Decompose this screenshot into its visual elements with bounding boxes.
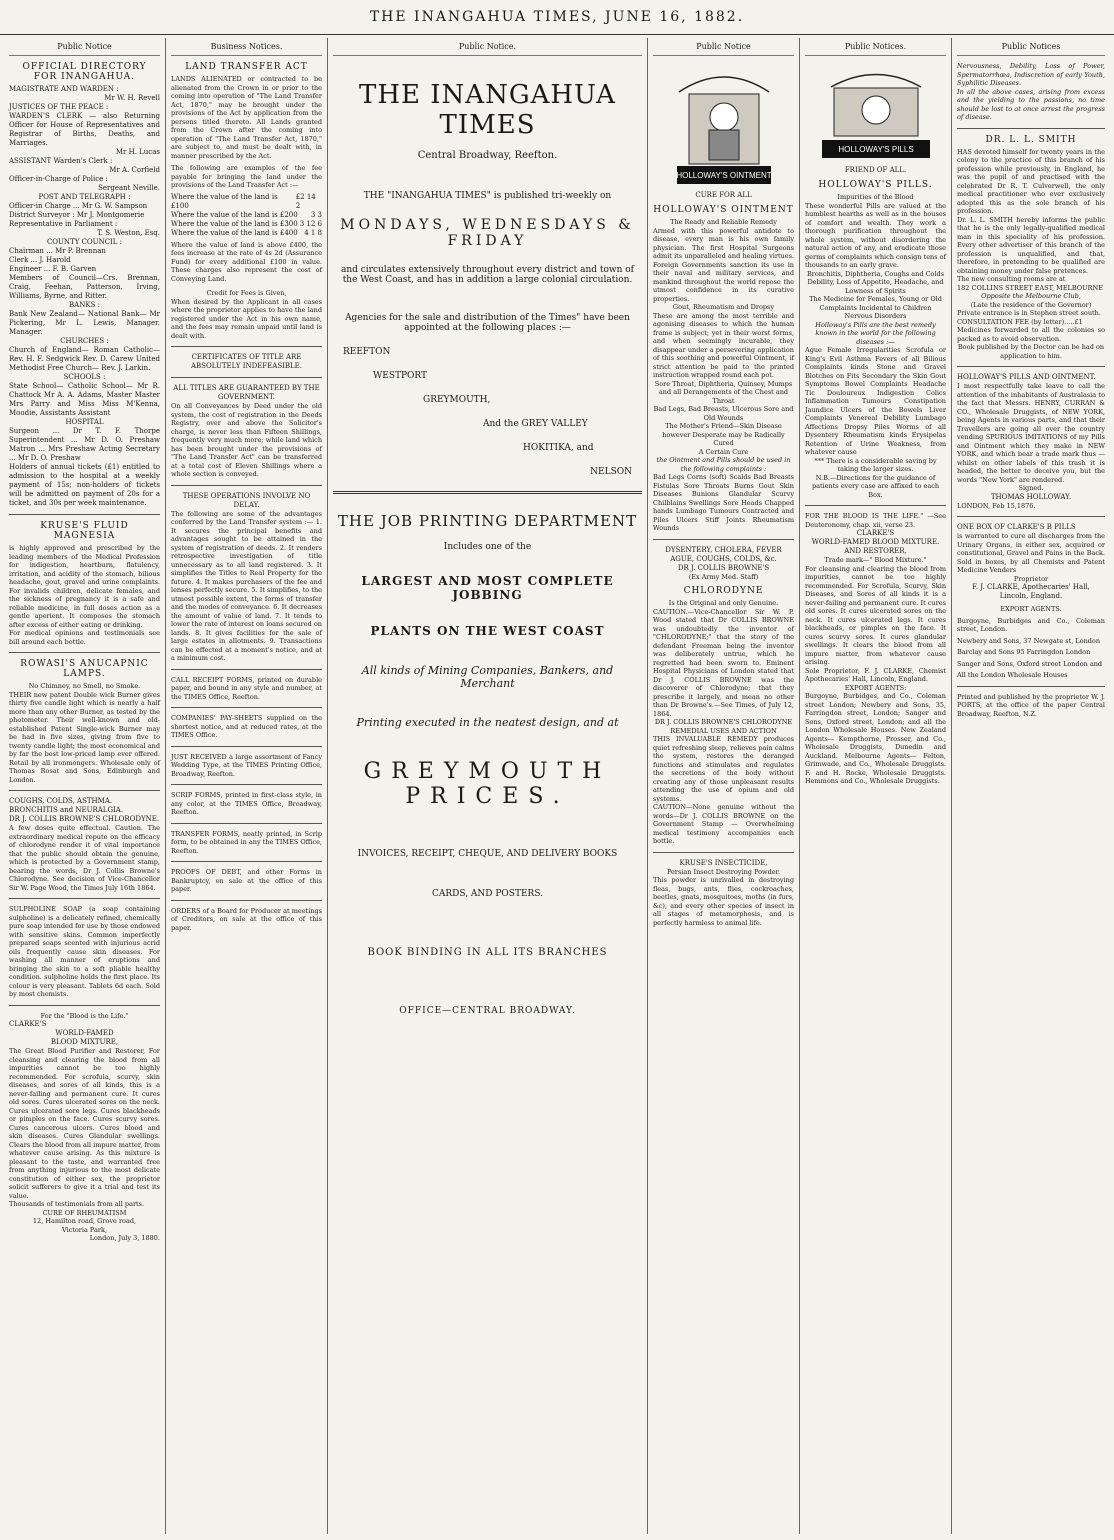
pills-ailments: Ague Female Irregularities Scrofula or King's Evil Asthma Fevers of all Bilious Complaints kinds Stone and Gravel Blotches on Fits Secondary the Skin Gout Symptoms Bowel Complaints Headache Tic Douloureux Indigestion Colics Inflammation Tumours Constipation Jaundice Ulcers of the Bowels Liver Complaints Venereal Debility Lumbago Affections Dropsy Piles Worms of all Dysentery Rheumatism kinds Erysipelas Retention of Urine Weakness, from whatever cause — [805, 346, 946, 456]
divider — [171, 669, 322, 670]
blood-text: The Great Blood Purifier and Restorer, For cleansing and clearing the blood from all impurities cannot be too highly recommended. For scrofula, scurvy, skin diseases, and sores of all kinds, this is a never-failing and permanent cure. It cures old sores. Cures ulcerated sores on the neck. Cures ulcerated sore legs. Cures blackheads or pimples on the face. Cures scurvy sores. Cures cancerous ulcers. Cures blood and skin diseases. Cures Glandular swellings. Clears the blood from all impure matter, from whatever cause arising. As this mixture is pleasant to the taste, and warranted free from anything injurious to the most delicate constitution of either sex, the proprietor solicit sufferers to give it a trial and test its value. — [9, 1047, 160, 1200]
sole-proprietor: Sole Proprietor, F. J. CLARKE, Chemist Apothecaries' Hall, Lincoln, England. — [805, 666, 946, 683]
column-header: Public Notice. — [333, 38, 642, 56]
receipt-ad: CALL RECEIPT FORMS, printed on durable paper, and bound in any style and number, at the TIMES Office, Reefton. — [171, 675, 322, 701]
divider — [171, 784, 322, 785]
schools-label: SCHOOLS : — [63, 373, 106, 381]
justices-label: JUSTICES OF THE PEACE : — [9, 103, 109, 111]
fee-label: Where the value of the land is £200 — [171, 210, 298, 219]
school-line: State School— Catholic School— Mr R. Chattock Mr A. A. Adams, Master Master Mrs Parry and Miss Miss M'Kenna, Moodie, Assistants Assistant — [9, 382, 160, 417]
place-item: WESTPORT — [373, 371, 428, 381]
pills-title: HOLLOWAY'S PILLS. — [818, 180, 933, 190]
fee-label: Where the value of the land is £300 — [171, 219, 298, 228]
magistrate-label: MAGISTRATE AND WARDEN : — [9, 85, 119, 93]
hospital-line: Surgeon ... Dr T. F. Thorpe Superintendent ... Mr D. O. Preshaw Matron ... Mrs Preshaw Acting Secretary ... Mr D. O. Preshaw — [9, 427, 160, 462]
ointment-title: HOLLOWAY'S OINTMENT — [653, 205, 794, 215]
divider — [805, 505, 946, 506]
kruse-title: KRUSE'S FLUID MAGNESIA — [40, 521, 129, 541]
dr-text: HAS devoted himself for twenty years in the colony to the practice of this branch of his profession while previously, in England, he was the pupil of and practised with the celebrated Dr R. T. Culverwell, the only medical practitioner who ever exclusively adopted this as the sole branch of his profession. — [957, 147, 1105, 215]
kruse-note: For medical opinions and testimonials see bill around each bottle. — [9, 629, 160, 646]
blood-mixture: BLOOD MIXTURE, — [50, 1038, 119, 1046]
warden-clerk: WARDEN'S CLERK — also Returning Officer for House of Representatives and Registrar of Births, Deaths, and Marriages. — [9, 112, 160, 147]
engineer: Engineer ... F. B. Garven — [9, 265, 97, 273]
bronchitis-title: BRONCHITIS and NEURALGIA. — [9, 806, 124, 814]
parliament-name: T. S. Weston, Esq. — [97, 229, 160, 237]
titles-text: On all Conveyances by Deed under the old system, the cost of registration in the Deeds Registry, over and above the Solicitor's charge, is never less than Fifteen Shillings, frequently very much more; while land which has been brought under the provisions of "The Land Transfer Act" can be transferred at a total cost of Eleven Shillings where a whole section is conveyed. — [171, 402, 322, 478]
collis-text: CAUTION.—Vice-Chancellor Sir W. P. Wood stated that Dr COLLIS BROWNE was undoubtedly the inventor of "CHLORODYNE;" that the story of the defendant Freeman being the inventor was deliberately untrue, which he regretted had been sworn to. Eminent Hospital Physicians of London stated that Dr J. COLLIS BROWNE was the discoverer of Chlorodyne; that they prescribe it largely, and mean no other than Dr Browne's.—See Times, of July 12, 1864. — [653, 607, 794, 718]
browne-text: A few doses quite effectual. Caution. The extraordinary medical repute on the efficacy of chlorodyne render it of vital importance that the public should obtain the genuine, which is protected by a Government stamp, bearing the words, Dr J. Collis Browne's Chlorodyne. See decision of Vice-Chancellor Sir W. Page Wood, the Times July 16th 1864. — [9, 824, 160, 892]
caution-text: CAUTION—None genuine without the words—Dr J. COLLIS BROWNE on the Government Stamp — Overwhelming medical testimony accompanies each bottle. — [653, 803, 794, 845]
divider — [9, 514, 160, 515]
divider — [171, 346, 322, 347]
gout-heading: Gout, Rheumatism and Dropsy — [672, 303, 775, 311]
fee-row — [171, 220, 322, 229]
browne-title: DR J. COLLIS BROWNE'S CHLORODYNE. — [9, 815, 160, 823]
sore-throat-heading: Sore Throat, Diphtheria, Quinsey, Mumps and all Derangements of the Chest and Throat — [654, 379, 793, 405]
dr-title: DR. L. L. SMITH — [985, 134, 1077, 145]
transfer-ad: TRANSFER FORMS, neatly printed, in Scrip form, to be obtained in any the TIMES Office, Reefton. — [171, 829, 322, 855]
fee-label: Where the value of the land is £100 — [171, 192, 278, 210]
export-row: Barclay and Sons 95 Farringdon London — [957, 648, 1091, 656]
divider — [9, 1005, 160, 1006]
directory-title: OFFICIAL DIRECTORY FOR INANGAHUA. — [22, 62, 147, 82]
fee-table — [171, 193, 322, 238]
fee-label: Where the value of the land is £400 — [171, 228, 298, 237]
fee-value: 4 1 8 — [304, 228, 322, 237]
trade-mark: Trade mark—" Blood Mixture." — [824, 556, 927, 564]
address-2: Opposite the Melbourne Club, — [981, 292, 1081, 300]
hospital-note: Holders of annual tickets (£1) entitled to admission to the hospital at a weekly payment of 15s; non-holders of tickets will be admitted on payment of 20s for a ticket, and 30s per week maintenance. — [9, 463, 160, 507]
for-blood: FOR THE BLOOD IS THE LIFE." —See Deuteronomy, chap. xii, verse 23. — [805, 512, 946, 529]
column-header: Business Notices. — [171, 38, 322, 56]
fees-text: The following are examples of the fee payable for bringing the land under the provisions of the Land Transfer Act :— — [171, 164, 322, 189]
mother-heading: The Mother's Friend—Skin Disease however Desperate may be Radically Cured — [662, 422, 785, 447]
insecticide-title: KRUSE'S INSECTICIDE, — [679, 858, 768, 867]
export-row: Sanger and Sons, Oxford street London and — [957, 659, 1103, 668]
box-title: ONE BOX OF CLARKE'S B PILLS — [957, 523, 1076, 531]
world-famed-title: WORLD-FAMED BLOOD MIXTURE. — [811, 538, 940, 546]
column-center — [328, 38, 648, 1534]
column-header: Public Notice — [653, 38, 794, 56]
fee-row — [171, 211, 322, 220]
divider — [171, 861, 322, 862]
cure-addr: 12, Hamilton road, Grove road, — [32, 1217, 137, 1225]
divider — [9, 790, 160, 791]
export-row: Newbery and Sons, 37 Newgate st, London — [957, 636, 1101, 645]
holloway-date: LONDON, Feb 15,1876. — [957, 501, 1036, 510]
ointment-list-heading: the Ointment and Pills should be used in the following complaints : — [656, 456, 791, 473]
proofs-ad: PROOFS OF DEBT, and other Forms in Bankruptcy, on sale at the office of this paper. — [171, 868, 322, 893]
county-label: COUNTY COUNCIL : — [46, 238, 123, 246]
asst-warden: ASSISTANT Warden's Clerk : — [9, 157, 113, 165]
companies-ad: COMPANIES' PAY-SHEETS supplied on the shortest notice, and at reduced rates, at the TIMES Office. — [171, 714, 322, 739]
cure-all: CURE FOR ALL — [695, 191, 752, 199]
coughs-title: COUGHS, COLDS, ASTHMA. — [9, 797, 113, 805]
pills-list-heading: Holloway's Pills are the best remedy known in the world for the following diseases :— — [815, 320, 936, 346]
place-item: HOKITIKA, and — [523, 443, 594, 453]
place-item: REEFTON — [343, 347, 391, 357]
intro-line: In all the above cases, arising from excess and the yielding to the passions, no time should be lost to at once arrest the progress of disease. — [957, 87, 1105, 121]
invaluable-text: THIS INVALUABLE REMEDY produces quiet refreshing sleep, relieves pain calms the system, restores the deranged functions and stimulates and regulates the secretions of the body without creating any of those unpleasant results attending the use of opium and old systems. — [653, 735, 794, 803]
note1: *** There is a considerable saving by taking the larger sizes. — [814, 456, 937, 473]
divider — [171, 900, 322, 901]
certain-heading: A Certain Cure — [698, 447, 749, 456]
clerk: Clerk ... J. Harold — [9, 256, 71, 264]
ops-text: The following are some of the advantages conferred by the Land Transfer system :— 1. It secures the principal benefits and advantages sought to be attained in the system of registration of deeds. 2. It renders retrospective investigation of title unnecessary as to all land registered. 3. It simplifies the Titles to Real Property for the future. 4. It makes purchasers of the fee and lenses perfectly secure. 5. It simplifies, to the utmost possible extent, the forms of transfer and the modes of conveyance. 6. It decreases the amount of value of land. 7. It tends to lower the rate of interest on loans secured on lands. 8. It gives facilities for the sale of large estates in allotments. 9. Transactions can be effected at a moment's notice, and at a minimum cost. — [171, 509, 322, 662]
received-ad: JUST RECEIVED a large assortment of Fancy Wedding Type, at the TIMES Printing Office, Broadway, Reefton. — [171, 752, 322, 778]
ready-remedy: The Ready and Reliable Remedy — [670, 218, 777, 226]
invoices-line: INVOICES, RECEIPT, CHEQUE, AND DELIVERY BOOKS — [357, 849, 618, 859]
column-header: Public Notice — [9, 38, 160, 56]
printing-line: Printing executed in the neatest design, and at — [356, 716, 619, 729]
column-1 — [4, 38, 166, 1534]
bad-legs-heading: Bad Legs, Bad Breasts, Ulcerous Sore and Old Wounds — [653, 405, 794, 422]
divider — [957, 516, 1105, 517]
pills-text: These wonderful Pills are valued at the humblest hearths as well as in the houses of comfort and wealth. They work a thorough purification throughout the whole system, without disordering the natural action of any, and eradicate those germs of complaints which consign tens of thousands to an early grave. — [805, 201, 946, 269]
kruse-text: is highly approved and prescribed by the leading members of the Medical Profession for indigestion, heartburn, flatulency, irritation, and acidity of the stomach, bilious headache, gout, gravel and urine complaints. For invalids children, delicate females, and the sickness of pregnancy it is a safe and reliable medicine, in full doses action as a gentle aperient. It composes the stomach after excess of either eating or drinking. — [9, 544, 160, 629]
divider — [653, 539, 794, 540]
divider — [171, 377, 322, 378]
ointment-label: HOLLOWAY'S OINTMENT — [675, 171, 772, 180]
ex-army: (Ex Army Med. Staff) — [688, 572, 759, 581]
column-2 — [166, 38, 328, 1534]
scrip-ad: SCRIP FORMS, printed in first-class style, in any color, at the TIMES Office, Broadway, Reefton. — [171, 791, 322, 816]
blood-testimonials: Thousands of testimonials from all parts. — [9, 1200, 145, 1208]
holloway-text: I most respectfully take leave to call the attention of the inhabitants of Australasia to the fact that Messrs. HENRY, CURRAN & CO., Wholesale Druggists, of NEW YORK, being Agents in various parts, and that their Travellers are going all over the country vending SPURIOUS IMITATIONS of my Pills and Ointment which they make in NEW YORK, and which bear a trade mark thus — whilst on other labels of this trash it is headed, the better to deceive you, but the words "New York" are rendered. — [957, 382, 1105, 484]
days-line: MONDAYS, WEDNESDAYS & FRIDAY — [340, 217, 635, 249]
job-title: THE JOB PRINTING DEPARTMENT — [337, 512, 638, 530]
mining-line: All kinds of Mining Companies, Bankers, and Merchant — [361, 664, 614, 690]
clarke-text: For cleansing and clearing the blood from impurities, cannot be too highly recommended. For Scrofula, Scurvy, Skin Diseases, and Sores of all kinds it is a never-failing and permanent cure. It cures old sores. It cures ulcerated sores on the neck. It cures ulcerated legs. It cures blackheads, or pimples on the face. It cures scurvy sores. It cures glandular swellings. It clears the blood from all impure matter, from whatever cause arising. — [805, 564, 946, 666]
lincoln: Lincoln, England. — [999, 592, 1063, 600]
binding-line: BOOK BINDING IN ALL ITS BRANCHES — [367, 947, 608, 958]
plants-line: PLANTS ON THE WEST COAST — [370, 624, 605, 638]
fee-value: £2 14 2 — [295, 192, 316, 210]
holloway-title: HOLLOWAY'S PILLS AND OINTMENT. — [957, 373, 1096, 381]
nervousness-line: Nervousness, Debility, Loss of Power, Spermatorrhœa, Indiscretion of early Youth, Syphilitic Diseases. — [957, 62, 1105, 87]
times-address: Central Broadway, Reefton. — [417, 150, 558, 161]
divider — [171, 746, 322, 747]
holloway-ointment-engraving — [669, 62, 779, 187]
times-title: THE INANGAHUA TIMES — [359, 80, 616, 140]
fj-clarke: F. J. CLARKE, Apothecaries' Hall, — [972, 583, 1090, 591]
imprint: Printed and published by the proprietor W. J. PORTS, at the office of the paper Central Broadway, Reefton, N.Z. — [957, 692, 1105, 718]
assurance-text: Where the value of land is above £400, the fees increase at the rate of 4s 2d (Assurance Fund) for every additional £100 in value. These charges also represent the cost of Conveying Land. — [171, 240, 322, 283]
divider — [171, 485, 322, 486]
greymouth-prices: GREYMOUTH PRICES. — [363, 759, 612, 809]
fee-value: 3 12 6 — [299, 219, 322, 228]
chairman: Chairman ... Mr P. Brennan — [9, 247, 106, 255]
export-text: Burgoyne, Burbidges, and Co., Coleman street London; Newbery and Sons, 35, Farringdon street, London; Sanger and Sons, Oxford street, London; and all the London Wholesale Houses. New Zealand Agents— Kempthorne, Prosser, and Co., Wholesale Druggists, Dunedin and Auckland. Melbourne Agents— Felton, Grimwade, and Co., Wholesale Druggists. F. and H. Rocke, Wholesale Druggists. Hemmons and Co., Wholesale Druggists. — [805, 692, 946, 785]
land-text: LANDS ALIENATED or contracted to be alienated from the Crown in or prior to the coming into operation of "The Land Transfer Act, 1870," may be brought under the provisions of the Act by application from the persons titled thereto. All Lands granted from the Crown after the coming into operation of "The Land Transfer Act, 1870," are subject to, and must be dealt with, in manner prescribed by the Act. — [171, 75, 322, 160]
posttele: POST AND TELEGRAPH : — [38, 193, 131, 201]
address-3: (Late the residence of the Governor) — [970, 300, 1092, 309]
hospital-label: HOSPITAL — [65, 418, 104, 426]
parliament: Representative in Parliament : — [9, 220, 118, 228]
export-agents-heading: EXPORT AGENTS. — [1000, 605, 1062, 613]
fee-row — [171, 193, 322, 211]
posttele-name: Officer-in Charge ... Mr G. W. Sampson — [9, 202, 148, 210]
divider — [171, 823, 322, 824]
place-item: And the GREY VALLEY — [483, 419, 588, 429]
masthead: THE INANGAHUA TIMES, JUNE 16, 1882. — [0, 0, 1114, 35]
sulpholine-text: SULPHOLINE SOAP (a soap containing sulpholine) is a delicately refined, chemically pure soap intended for use by those endowed with sensitive skins. Common imperfectly prepared soaps scented with injurious acrid oils frequently cause skin diseases. For washing all manner of eruptions and bringing the skin to a soft pliable healthy condition. sulpholine holds the first place. Its colour is very pleasant. Tablets 6d each. Sold by most chemists. — [9, 905, 160, 998]
published-line: THE "INANGAHUA TIMES" is published tri-weekly on — [363, 191, 612, 201]
surveyor: District Surveyor : Mr J. Montgomerie — [9, 211, 145, 219]
pills-label: HOLLOWAY'S PILLS — [837, 145, 914, 154]
cards-line: CARDS, AND POSTERS. — [431, 889, 544, 899]
impurities-heading: Impurities of the Blood — [837, 193, 914, 201]
children-heading: Complaints Incidental to Children — [819, 303, 932, 312]
world-famed: WORLD-FAMED — [55, 1029, 114, 1037]
original-line: Is the Original and only Genuine. — [668, 599, 779, 607]
collis-title: DR J. COLLIS BROWNE'S — [677, 563, 770, 572]
ointment-ailments: Bad Legs Corns (soft) Scalds Bad Breasts Fistulas Sore Throats Burns Gout Skin Diseases Bunions Glandular Scurvy Chilblains Swellings Sore Heads Chapped hands Lumbago Tumours Contracted and Piles Ulcers Stiff Joints Rheumatism Wounds — [653, 473, 794, 532]
holloway-pills-engraving — [816, 62, 936, 162]
proprietor-label: Proprietor — [1013, 574, 1049, 583]
includes-line: Includes one of the — [443, 542, 532, 552]
column-header: Public Notices. — [805, 38, 946, 56]
rowasi-text: THEIR new patent Double wick Burner gives thirty five candle light which is nearly a half more than any other Burner, as tested by the photometer. Their well-known and old-established Patent Single-wick Burner may be had in five sizes, giving from five to twenty candle light; the most economical and by far the best low-priced lamp ever offered. Retail by all ironmongers. Wholesale only of Thomas Rosat and Sons, Edinburgh and London. — [9, 690, 160, 784]
blood-heading: For the "Blood is the Life." — [40, 1011, 129, 1020]
dr-text-2: Dr. L. L. SMITH hereby informs the public that he is the only legally-qualified medical man in this speciality of his profession. Every other advertiser of this branch of the profession is unqualified, and that, therefore, in pretending to be qualified are obtaining money under false pretences. — [957, 215, 1105, 275]
places-list — [333, 347, 642, 477]
place-item: GREYMOUTH, — [423, 395, 491, 405]
ops-heading: THESE OPERATIONS INVOLVE NO DELAY. — [182, 491, 311, 509]
banks-label: BANKS : — [69, 301, 100, 309]
office-line: OFFICE—CENTRAL BROADWAY. — [399, 1006, 576, 1016]
medicines-line: Medicines forwarded to all the colonies so packed as to avoid observation. — [957, 326, 1105, 343]
bronchitis-heading: Bronchitis, Diphtheria, Coughs and Colds — [806, 269, 945, 278]
columns — [4, 38, 1110, 1534]
warden-clerk-name: Mr H. Lucas — [115, 148, 160, 156]
export-row: Burgoyne, Burbidges and Co., Coleman street, London. — [957, 616, 1105, 633]
rowasi-title: ROWASI'S ANUCAPNIC LAMPS. — [20, 659, 149, 679]
divider — [653, 852, 794, 853]
titles-heading: ALL TITLES ARE GUARANTEED BY THE GOVERNMENT. — [173, 384, 320, 401]
consult-line: The new consulting rooms are at — [957, 275, 1066, 283]
church-line: Church of England— Roman Catholic— Rev. H. F. Sedgwick Rev. D. Carew United Methodist Free Church— Rev. J. Larkin. — [9, 346, 160, 372]
members: Members of Council—Crs. Brennan, Craig, Feehan, Patterson, Irving, Williams, Byrne, and Ritter. — [9, 274, 160, 300]
ointment-text: Armed with this powerful antidote to disease, every man is his own family physician. The first Hospital Surgeons admit its unparalleled and healing virtues. Foreign Governments sanction its use in their naval and military services, and mankind throughout the world repose the utmost confidence in its curative properties. — [653, 226, 794, 303]
persian-line: Persian Insect Destroying Powder. — [666, 867, 781, 876]
divider — [957, 128, 1105, 129]
signed: Signed. — [1018, 484, 1044, 492]
divider — [9, 652, 160, 653]
cure-rheum: CURE OF RHEUMATISM — [42, 1208, 127, 1217]
box-text: is warranted to cure all discharges from the Urinary Organs, in either sex, acquired or constitutional, Gravel and Pains in the Back. Sold in boxes, by all Chemists and Patent Medicine Venders — [957, 532, 1105, 574]
agencies-line: Agencies for the sale and distribution of the Times" have been appointed at the following places :— — [345, 313, 630, 333]
book-line: Book published by the Doctor can be had on application to him. — [957, 343, 1105, 360]
cert-title: CERTIFICATES OF TITLE ARE ABSOLUTELY INDEFEASIBLE. — [190, 353, 303, 370]
column-4 — [648, 38, 800, 1534]
gout-text: These are among the most terrible and agonising diseases to which the human frame is subject; yet in their worst forms, and when seemingly incurable, they disappear under a persevering application of this soothing and powerful Ointment, if strict attention be paid to the printed instruction wrapped round each pot. — [653, 311, 794, 379]
divider — [957, 686, 1105, 687]
land-title: LAND TRANSFER ACT — [185, 62, 308, 72]
clarke-title: CLARKE'S — [856, 529, 895, 537]
insect-text: This powder is unrivalled in destroying fleas, bugs, ants, flies, cockroaches, beetles, gnats, mosquitoes, moths (in furs, &c), and every other species of insect in all stages of metamorphosis, and is perfectly harmless to animal life. — [653, 876, 794, 927]
debility-heading: Debility, Loss of Appetite, Headache, and Lowness of Spirits — [807, 278, 944, 295]
divider — [333, 491, 642, 494]
column-5 — [800, 38, 952, 1534]
bank-line: Bank New Zealand— National Bank— Mr Pickering, Mr L. Lewis, Manager. Manager. — [9, 310, 160, 336]
credit-text: When desired by the Applicant in all cases where the proprietor applies to have the land registered under the Act in his own name, and the fees may remain unpaid until land is dealt with. — [171, 297, 322, 340]
note2: N.B.—Directions for the guidance of patients every case are affixed to each Box. — [811, 473, 940, 499]
victoria: Victoria Park, — [61, 1225, 108, 1234]
column-6 — [952, 38, 1110, 1534]
nervous-heading: Nervous Disorders — [844, 312, 907, 320]
address-4: Private entrance is in Stephen street south. — [957, 309, 1101, 317]
export-row: All the London Wholesale Houses — [957, 671, 1068, 679]
remedial-heading: DR J. COLLIS BROWNE'S CHLORODYNE REMEDIAL USES AND ACTION — [654, 718, 793, 735]
address-1: 182 COLLINS STREET EAST, MELBOURNE — [957, 283, 1103, 292]
females-heading: The Medicine for Females, Young or Old — [809, 295, 942, 303]
dysentery-title: DYSENTERY, CHOLERA, FEVER AGUE, COUGHS, COLDS, &c. — [665, 545, 782, 563]
consult-fee: CONSULTATION FEE (by letter).....£1 — [957, 317, 1083, 326]
rowasi-sub: No Chimney, no Smell, no Smoke. — [28, 682, 141, 690]
asst-warden-name: Mr A. Corfield — [109, 166, 160, 174]
largest-line: LARGEST AND MOST COMPLETE JOBBING — [361, 574, 614, 602]
friend-line: FRIEND OF ALL. — [844, 166, 907, 174]
divider — [171, 707, 322, 708]
credit-heading: Credit for Fees is Given, — [206, 289, 287, 297]
clarke-label: CLARKE'S — [9, 1020, 47, 1028]
police-name: Sergeant Neville. — [98, 184, 160, 192]
london-date: London, July 3, 1880. — [89, 1234, 160, 1242]
fee-value: 3 3 — [310, 210, 322, 219]
thomas-holloway: THOMAS HOLLOWAY. — [990, 492, 1072, 501]
circulates-line: and circulates extensively throughout every district and town of the West Coast, and has in addition a large colonial circulation. — [340, 265, 635, 285]
divider — [9, 898, 160, 899]
orders-ad: ORDERS of a Board for Producer at meetings of Creditors, on sale at the office of this paper. — [171, 906, 322, 932]
column-header: Public Notices — [957, 38, 1105, 56]
restorer-title: AND RESTORER, — [844, 547, 907, 555]
place-item: NELSON — [590, 467, 632, 477]
fee-row — [171, 229, 322, 238]
police: Officer-in-Charge of Police : — [9, 175, 108, 183]
magistrate-name: Mr W. H. Revell — [104, 94, 160, 102]
chlorodyne-title: CHLORODYNE — [683, 586, 764, 596]
churches-label: CHURCHES : — [60, 337, 109, 345]
export-heading: EXPORT AGENTS: — [844, 683, 907, 692]
divider — [957, 366, 1105, 367]
